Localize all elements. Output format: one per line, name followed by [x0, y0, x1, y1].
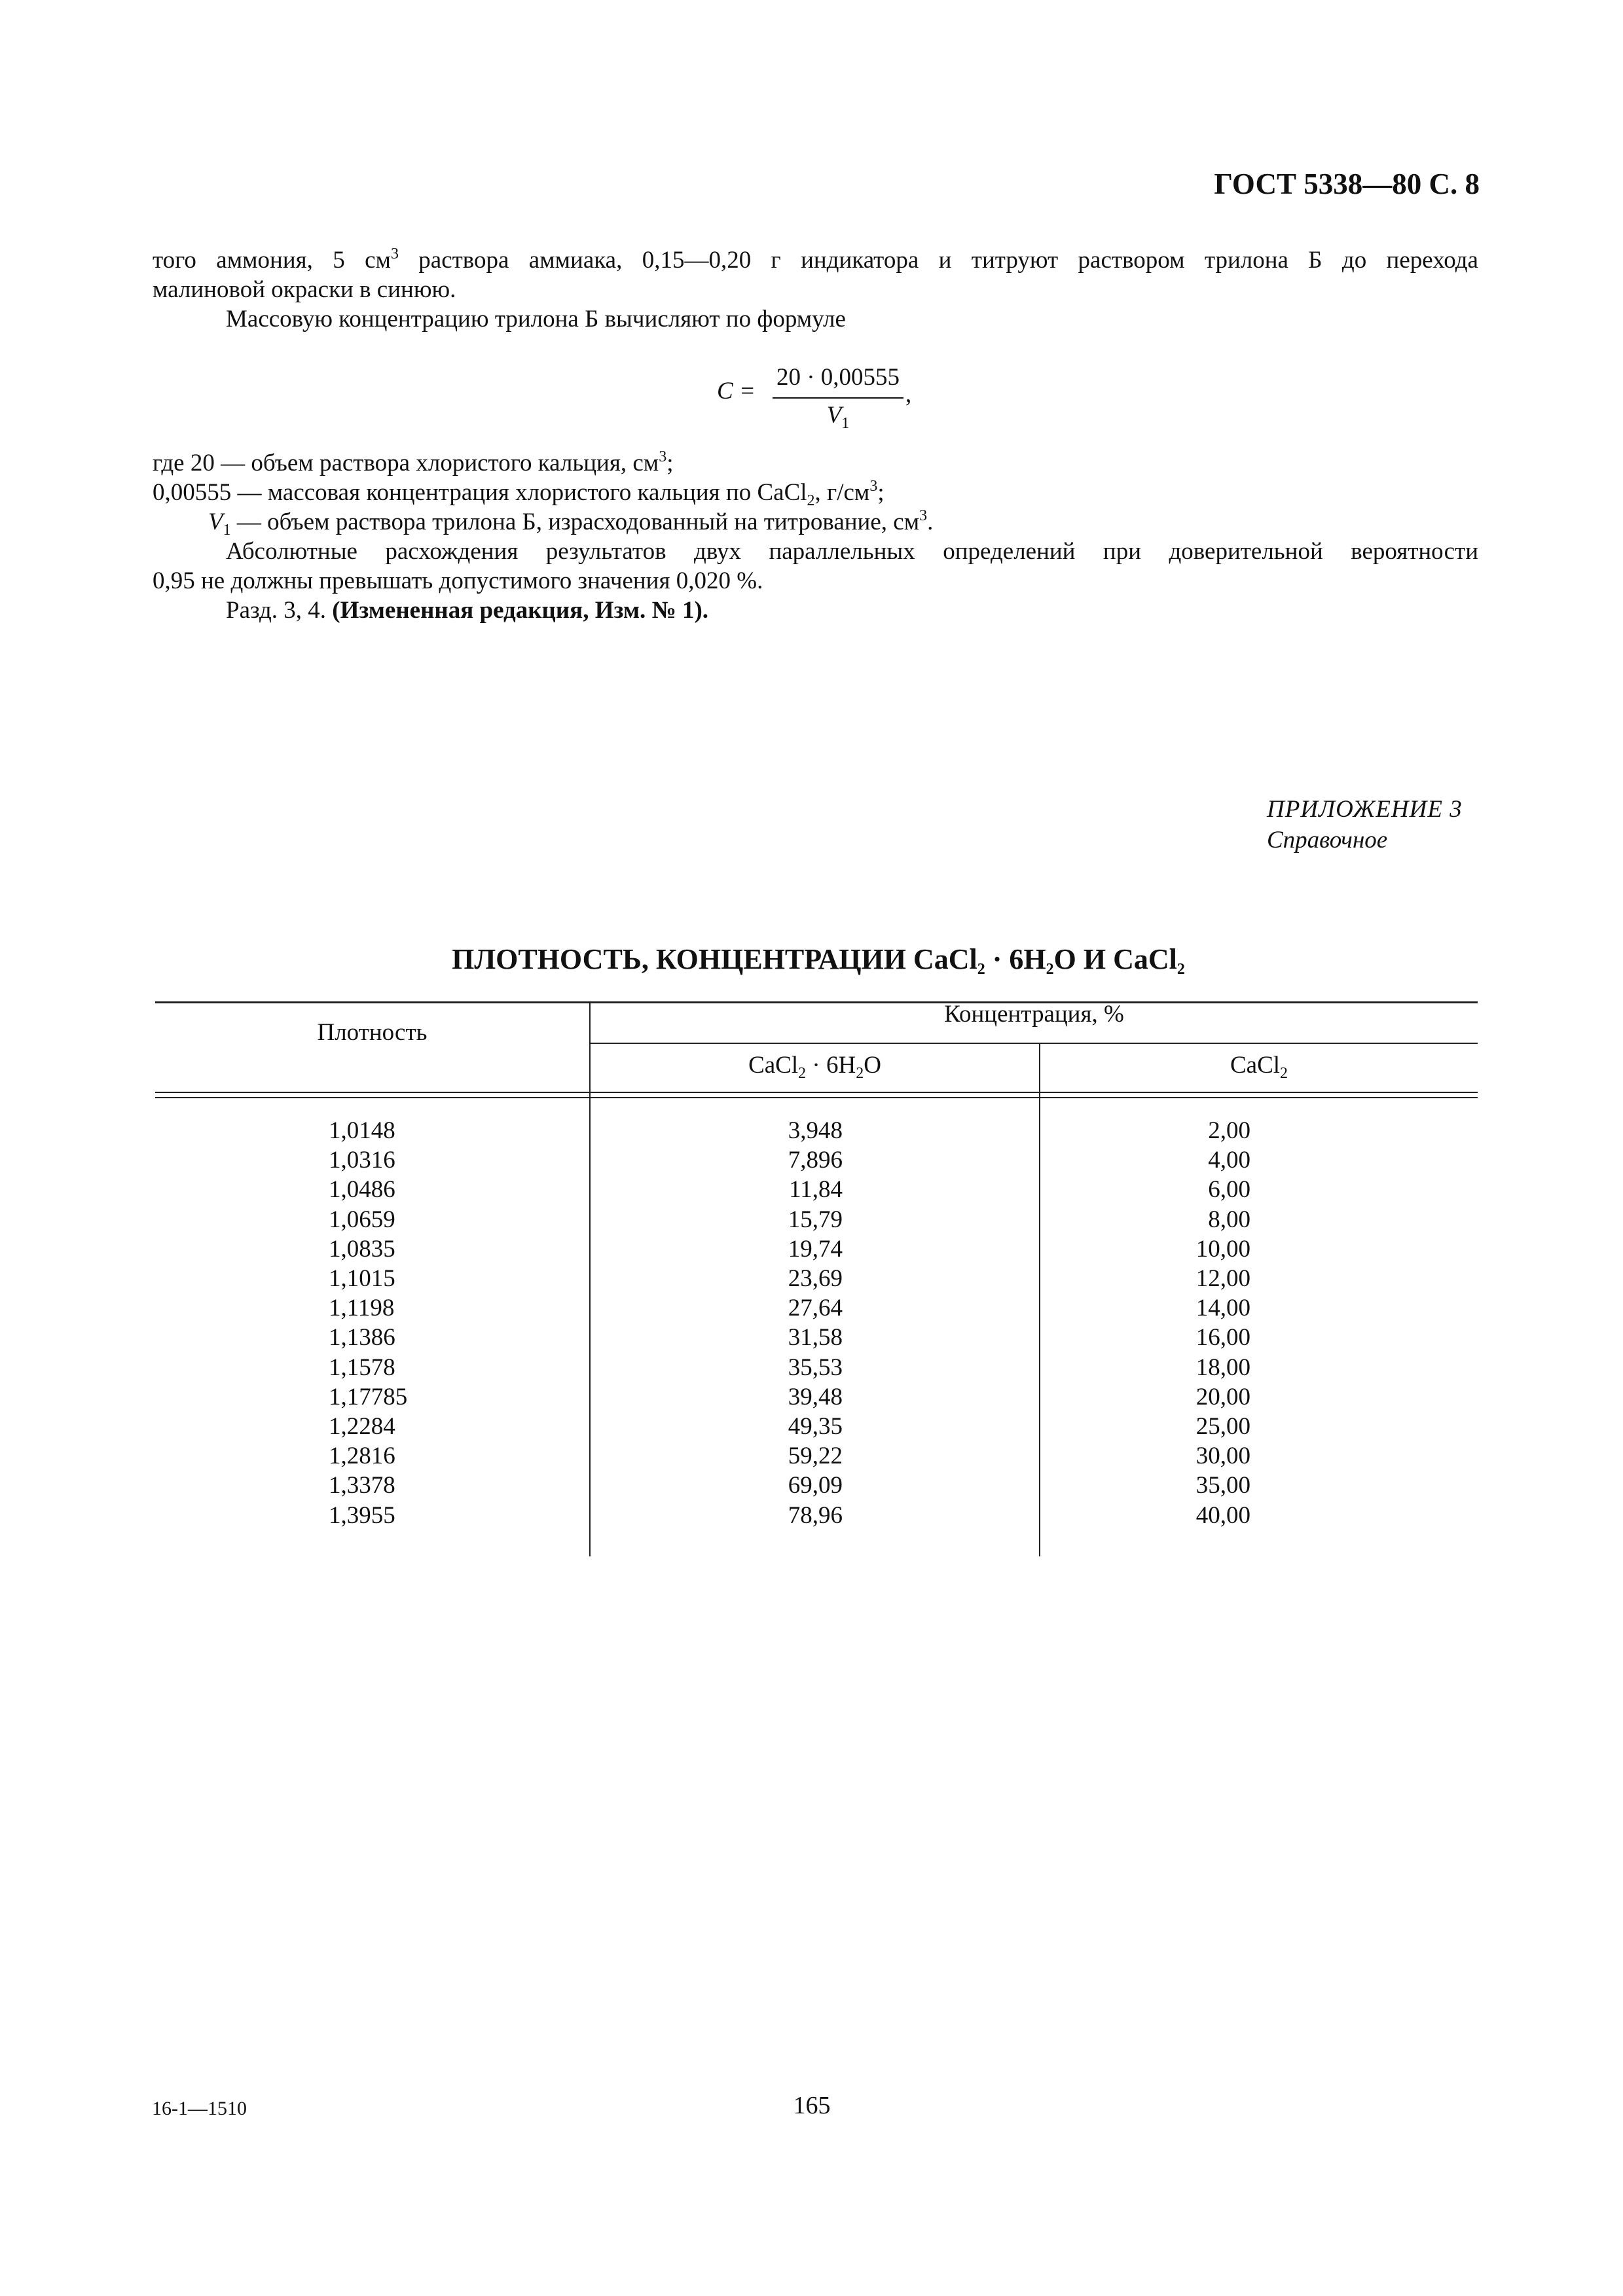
fraction-bar: [773, 397, 903, 399]
table-cell: 69,09: [788, 1472, 843, 1499]
table-cell: 3,948: [788, 1117, 843, 1144]
table-cell: 15,79: [788, 1206, 843, 1233]
table-cell: 8,00: [1208, 1206, 1250, 1233]
column-divider: [1039, 1043, 1040, 1556]
paragraph-line: 0,95 не должны превышать допустимого значения 0,020 %.: [153, 567, 763, 594]
group-header-rule: [589, 1043, 1478, 1044]
table-cell: 35,53: [788, 1354, 843, 1381]
hexahydrate-column: [777, 1116, 843, 1530]
table-cell: 16,00: [1195, 1324, 1250, 1352]
table-cell: 19,74: [788, 1235, 843, 1263]
table-cell: 4,00: [1208, 1147, 1250, 1174]
column-header-hexahydrate: CaCl$_2$ · $6H_2O$: [748, 1052, 881, 1082]
page-header: ГОСТ 5338—80 С. 8: [1214, 168, 1480, 200]
appendix-subtitle: Справочное: [1267, 827, 1388, 853]
column-divider: [589, 1001, 591, 1556]
header-rule-double: [155, 1097, 1478, 1098]
table-cell: 1,1386: [329, 1324, 395, 1352]
table-cell: 10,00: [1195, 1235, 1250, 1263]
table-cell: 1,2816: [329, 1443, 395, 1470]
table-cell: 40,00: [1195, 1501, 1250, 1529]
table-cell: 30,00: [1195, 1443, 1250, 1470]
appendix-title: ПРИЛОЖЕНИЕ 3: [1267, 796, 1463, 823]
column-group-header: Концентрация, %: [944, 1001, 1124, 1028]
header-rule: [155, 1092, 1478, 1093]
table-cell: 1,3378: [329, 1472, 395, 1499]
table-cell: 1,17785: [329, 1383, 408, 1410]
table-cell: 35,00: [1195, 1472, 1250, 1499]
table-cell: 20,00: [1195, 1383, 1250, 1410]
table-cell: 6,00: [1208, 1176, 1250, 1204]
table-cell: 25,00: [1195, 1413, 1250, 1441]
paragraph-line: того аммония, 5 $см^3$ раствора аммиака, 0,15—0,20 г индикатора и титруют раствором трилона Б до перехода: [153, 245, 1478, 274]
where-line: где 20 — объем раствора хлористого кальция, $см^3$;: [153, 448, 674, 476]
where-line: 0,00555 — массовая концентрация хлористого кальция по CaCl$_2$, $г/см^3$;: [153, 478, 884, 509]
table-title: ПЛОТНОСТЬ, КОНЦЕНТРАЦИИ CaCl$_2$ · $6H_2O$ И CaCl$_2$: [452, 943, 1185, 978]
table-cell: 1,0316: [329, 1147, 395, 1174]
table-cell: 23,69: [788, 1265, 843, 1293]
formula-tail: ,: [905, 381, 912, 408]
table-cell: 1,1015: [329, 1265, 395, 1293]
table-cell: 1,0835: [329, 1235, 395, 1263]
column-header-density: Плотность: [317, 1019, 428, 1046]
page-number: 165: [793, 2092, 831, 2119]
table-cell: 2,00: [1208, 1117, 1250, 1144]
footer-code: 16-1—1510: [152, 2098, 247, 2119]
table-cell: 78,96: [788, 1501, 843, 1529]
where-line: $V_1$ — объем раствора трилона Б, израсходованный на титрование, $см^3$.: [208, 507, 934, 539]
table-cell: 1,1578: [329, 1354, 395, 1381]
table-cell: 1,0486: [329, 1176, 395, 1204]
table-cell: 1,3955: [329, 1501, 395, 1529]
table-cell: 12,00: [1195, 1265, 1250, 1293]
column-header-anhydrous: CaCl$_2$: [1230, 1052, 1288, 1082]
table-cell: 7,896: [788, 1147, 843, 1174]
table-cell: 49,35: [788, 1413, 843, 1441]
table-cell: 27,64: [788, 1295, 843, 1322]
formula-numerator: 20 · 0,00555: [776, 364, 900, 391]
density-column: [329, 1116, 407, 1530]
table-cell: 11,84: [789, 1176, 843, 1204]
table-cell: 1,1198: [329, 1295, 395, 1322]
table-cell: 18,00: [1195, 1354, 1250, 1381]
table-cell: 1,2284: [329, 1413, 395, 1441]
paragraph-line: Абсолютные расхождения результатов двух параллельных определений при доверительной вероятности: [226, 538, 1478, 565]
paragraph-line: Массовую концентрацию трилона Б вычисляют по формуле: [226, 306, 846, 332]
table-cell: 14,00: [1195, 1295, 1250, 1322]
table-cell: 31,58: [788, 1324, 843, 1352]
paragraph-line: малиновой окраски в синюю.: [153, 276, 456, 303]
table-cell: 39,48: [788, 1383, 843, 1410]
table-cell: 1,0148: [329, 1117, 395, 1144]
anhydrous-column: [1178, 1116, 1250, 1530]
table-cell: 59,22: [788, 1443, 843, 1470]
table-cell: 1,0659: [329, 1206, 395, 1233]
formula-denominator: $V_1$: [826, 402, 850, 432]
formula-lhs: C =: [717, 378, 756, 404]
amendment-note: Разд. 3, 4. (Измененная редакция, Изм. № 1).: [226, 597, 709, 624]
